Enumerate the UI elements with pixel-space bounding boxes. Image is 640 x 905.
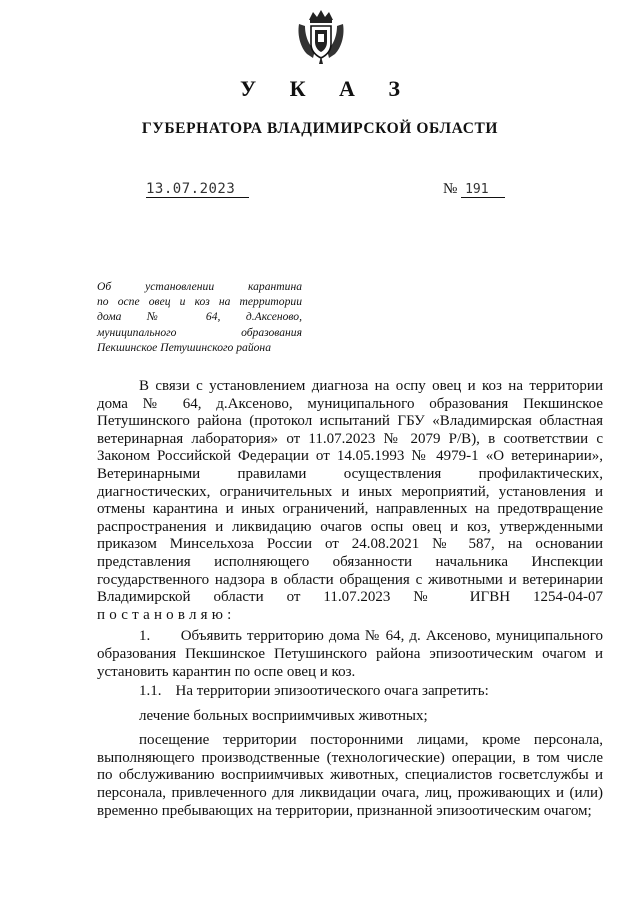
item-1-1-text: На территории эпизоотического очага запретить:	[175, 683, 489, 700]
issuer-title: ГУБЕРНАТОРА ВЛАДИМИРСКОЙ ОБЛАСТИ	[141, 120, 499, 137]
decree-word: постановляю:	[97, 606, 236, 623]
document-number	[443, 181, 505, 198]
document-subject	[97, 279, 302, 355]
item-1-1-number: 1.1.	[139, 683, 162, 700]
item-1-paragraph	[97, 628, 603, 681]
preamble-paragraph	[97, 378, 603, 624]
subject-line: Об установлении карантина	[97, 280, 302, 293]
number-value: 191	[461, 182, 504, 198]
item-1-1-paragraph	[97, 683, 603, 701]
subject-line: по оспе овец и коз на территории	[97, 295, 302, 309]
item-1-number: 1.	[139, 628, 151, 645]
item-1-text: Объявить территорию дома № 64, д. Аксеново, муниципального образования Пекшинское Петушинского района эпизоотическим очагом и установить карантин по оспе овец и коз.	[97, 628, 603, 680]
coat-of-arms-icon	[295, 6, 347, 66]
number-label: №	[443, 181, 458, 197]
prohibition-item: посещение территории посторонними лицами, кроме персонала, выполняющего производственные (технологические) операции, в том числе по обслуживанию восприимчивых животных, специалистов госветслужбы и персонала, привлеченного для ликвидации очага, лиц, проживающих и (или) временно пребывающих на территории, признанной эпизоотическим очагом;	[97, 732, 603, 819]
document-date: 13.07.2023	[146, 181, 249, 198]
preamble-text: В связи с установлением диагноза на оспу овец и коз на территории дома № 64, д.Аксеново, муниципального образования Пекшинское Петушинского района (протокол испытаний ГБУ «Владимирская областная ветеринарная лаборатория» от 11.07.2023 № 2079 Р/В), в соответствии с Законом Российской Федерации от 14.05.1993 № 4979-1 «О ветеринарии», Ветеринарными правилами осуществления профилактических, диагностических, ограничительных и иных мероприятий, установления и отмены карантина и иных ограничений, направленных на предотвращение распространения и ликвидацию очагов оспы овец и коз, утвержденными приказом Минсельхоза России от 24.08.2021 № 587, на основании представления исполняющего обязанности начальника Инспекции государственного надзора в области обращения с животными и ветеринарии Владимирской области от 11.07.2023 № ИГВН 1254-04-07	[97, 378, 603, 606]
subject-line: дома № 64, д.Аксеново,	[97, 310, 302, 324]
document-type-title: У К А З	[239, 76, 415, 101]
prohibition-item: лечение больных восприимчивых животных;	[139, 707, 428, 724]
subject-line: муниципального образования	[97, 325, 302, 339]
document-body	[97, 378, 603, 820]
subject-line: Пекшинское Петушинского района	[97, 340, 271, 354]
